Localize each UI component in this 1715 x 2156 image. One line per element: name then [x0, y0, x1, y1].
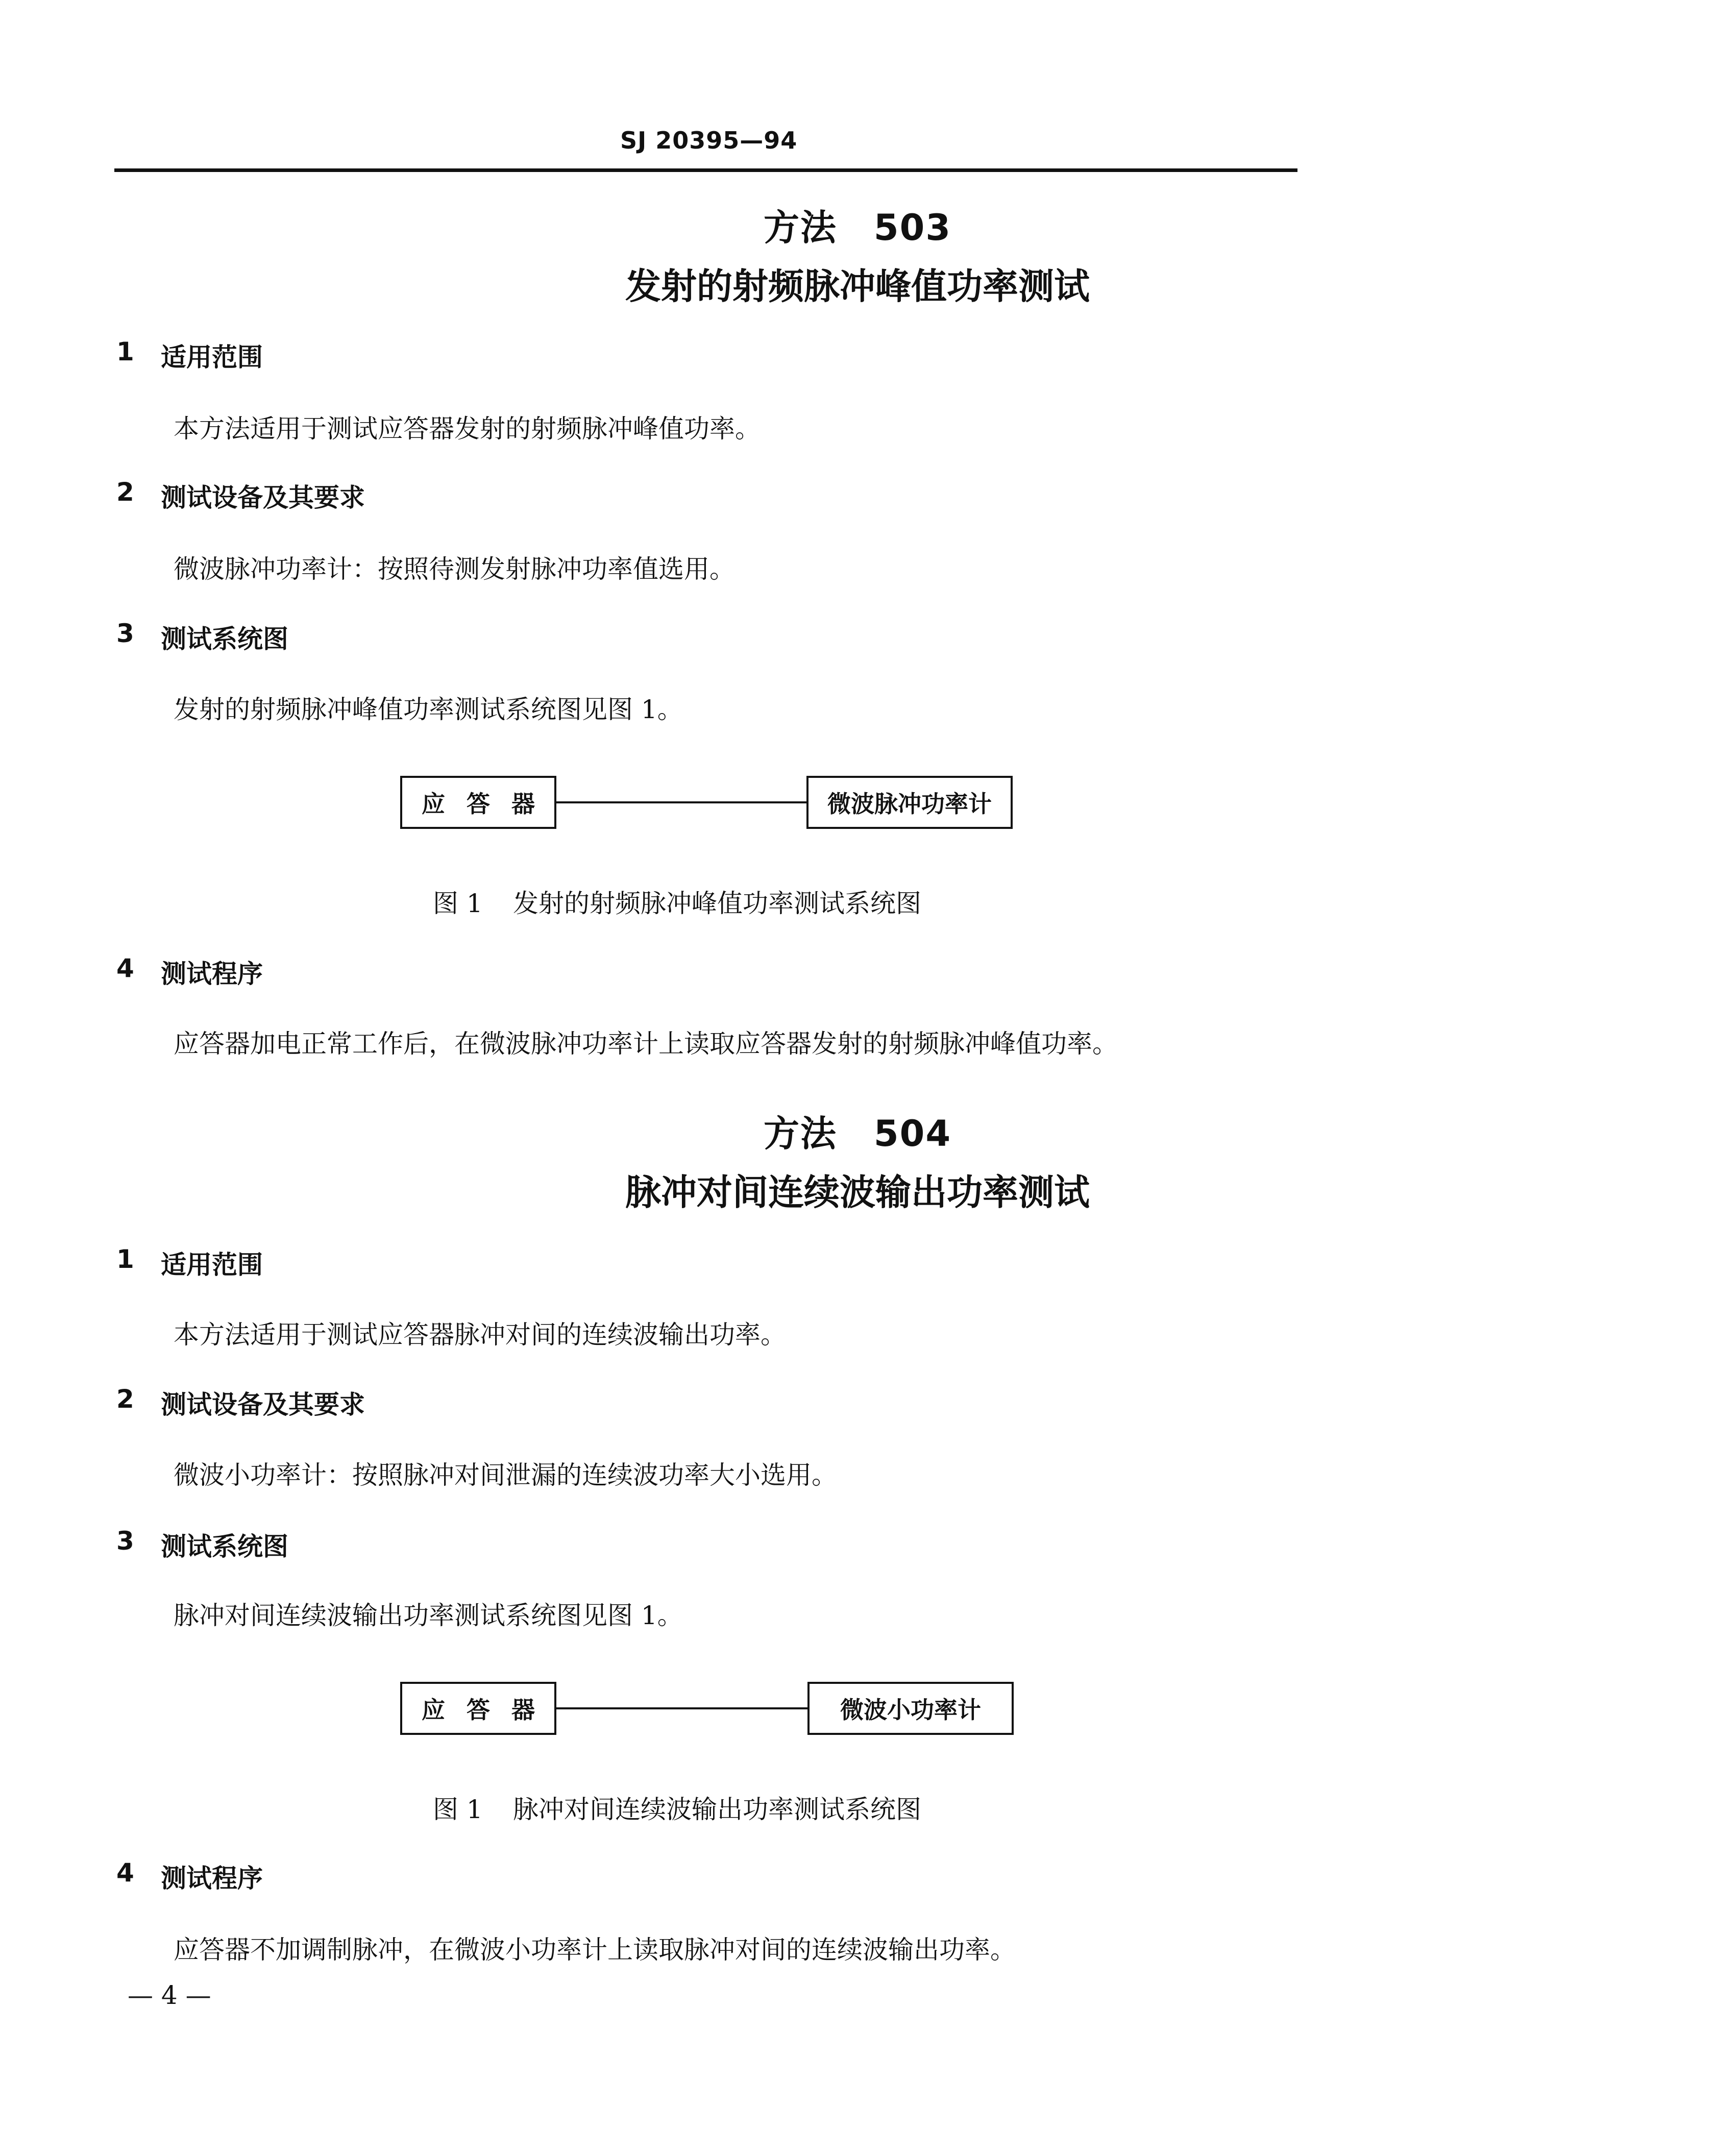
section-text: 本方法适用于测试应答器脉冲对间的连续波输出功率。 — [174, 1320, 786, 1350]
section-title: 测试程序 — [161, 1864, 263, 1893]
transponder-box: 应答器 — [400, 776, 556, 829]
section-number: 2 — [116, 477, 134, 507]
section-title: 适用范围 — [161, 342, 263, 372]
header-rule — [114, 168, 1297, 172]
section-number: 1 — [116, 1244, 134, 1274]
transponder-box: 应答器 — [400, 1682, 556, 1735]
power-meter-box: 微波小功率计 — [807, 1682, 1014, 1735]
section-text: 本方法适用于测试应答器发射的射频脉冲峰值功率。 — [174, 414, 761, 444]
section-number: 2 — [116, 1384, 134, 1414]
figure-caption: 脉冲对间连续波输出功率测试系统图 — [513, 1795, 921, 1824]
section-number: 3 — [116, 619, 134, 648]
section-text: 发射的射频脉冲峰值功率测试系统图见图 1。 — [174, 695, 683, 724]
method-504-number: 方法 504 — [763, 1113, 952, 1155]
section-title: 适用范围 — [161, 1250, 263, 1280]
figure-label: 图 1 — [433, 889, 483, 918]
method-503-title: 发射的射频脉冲峰值功率测试 — [625, 265, 1090, 307]
method-503-number: 方法 503 — [763, 207, 952, 249]
section-title: 测试系统图 — [161, 624, 288, 654]
section-text: 应答器不加调制脉冲，在微波小功率计上读取脉冲对间的连续波输出功率。 — [174, 1935, 1016, 1965]
section-number: 3 — [116, 1526, 134, 1556]
connection-line — [556, 1707, 807, 1709]
section-title: 测试系统图 — [161, 1532, 288, 1561]
section-number: 4 — [116, 953, 134, 983]
section-text: 脉冲对间连续波输出功率测试系统图见图 1。 — [174, 1601, 683, 1630]
power-meter-box: 微波脉冲功率计 — [806, 776, 1013, 829]
document-code: SJ 20395—94 — [620, 127, 798, 154]
section-title: 测试设备及其要求 — [161, 483, 365, 512]
section-number: 4 — [116, 1858, 134, 1888]
connection-line — [556, 801, 806, 803]
section-number: 1 — [116, 337, 134, 366]
method-504-title: 脉冲对间连续波输出功率测试 — [625, 1171, 1090, 1213]
section-title: 测试程序 — [161, 959, 263, 989]
section-text: 应答器加电正常工作后，在微波脉冲功率计上读取应答器发射的射频脉冲峰值功率。 — [174, 1029, 1118, 1059]
figure-label: 图 1 — [433, 1795, 483, 1824]
section-text: 微波小功率计：按照脉冲对间泄漏的连续波功率大小选用。 — [174, 1460, 837, 1490]
figure-caption: 发射的射频脉冲峰值功率测试系统图 — [513, 889, 921, 918]
page-number: — 4 — — [128, 1980, 211, 2010]
section-text: 微波脉冲功率计：按照待测发射脉冲功率值选用。 — [174, 554, 735, 584]
section-title: 测试设备及其要求 — [161, 1390, 365, 1419]
